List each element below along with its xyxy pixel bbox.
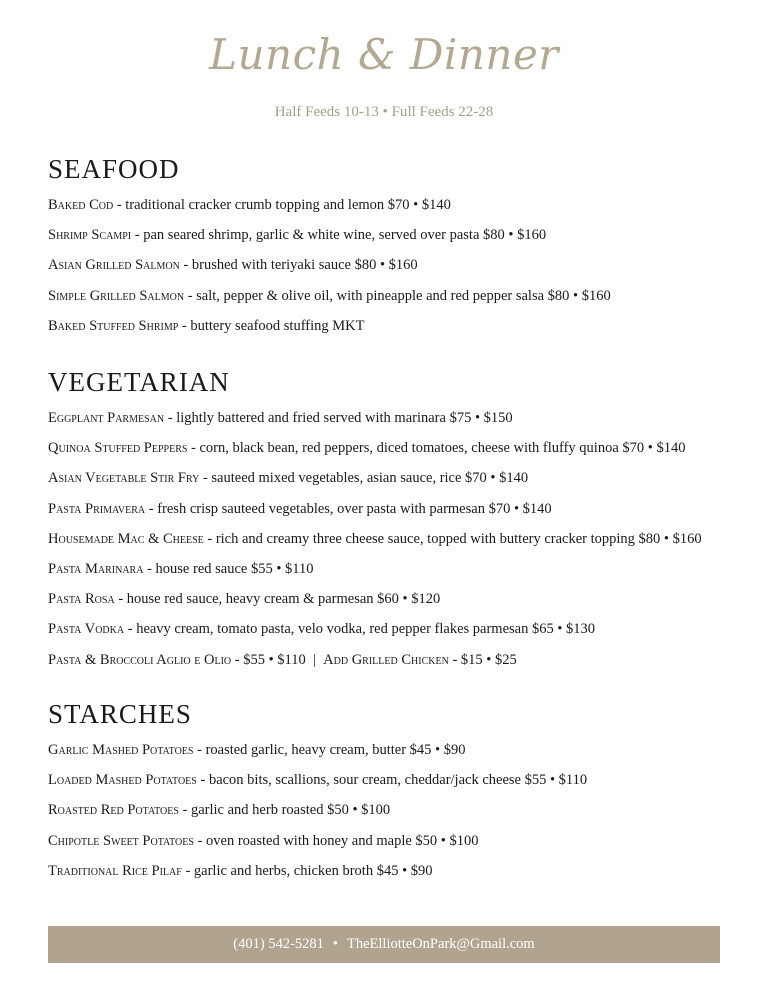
page-subtitle: Half Feeds 10-13 • Full Feeds 22-28 bbox=[274, 104, 494, 120]
menu-item bbox=[48, 190, 738, 220]
item-name: Eggplant Parmesan bbox=[48, 410, 165, 426]
item-name: Simple Grilled Salmon bbox=[48, 287, 185, 304]
menu-item bbox=[48, 584, 738, 614]
item-desc: - sauteed mixed vegetables, asian sauce, rice $70 • $140 bbox=[199, 470, 529, 487]
menu-item bbox=[48, 554, 738, 584]
item-desc: - lightly battered and fried served with marinara $75 • $150 bbox=[164, 410, 513, 426]
menu-item bbox=[48, 765, 738, 795]
section-heading: SEAFOOD bbox=[48, 154, 180, 184]
item-desc: - fresh crisp sauteed vegetables, over pasta with parmesan $70 • $140 bbox=[145, 500, 552, 517]
item-name: Pasta & Broccoli Aglio e Olio bbox=[48, 651, 232, 668]
page-title: Lunch & Dinner bbox=[209, 30, 559, 79]
item-desc: - bacon bits, scallions, sour cream, cheddar/jack cheese $55 • $110 bbox=[196, 772, 588, 789]
email-address[interactable]: TheElliotteOnPark@Gmail.com bbox=[346, 936, 535, 952]
section-starches bbox=[48, 697, 738, 886]
menu-item bbox=[48, 250, 738, 280]
item-name: Garlic Mashed Potatoes bbox=[48, 742, 194, 758]
menu-item bbox=[48, 220, 738, 250]
item-desc: - buttery seafood stuffing MKT bbox=[178, 317, 365, 334]
item-desc: - $55 • $110 | bbox=[231, 651, 324, 668]
item-name: Pasta Rosa bbox=[48, 591, 115, 608]
item-name: Shrimp Scampi bbox=[48, 227, 132, 244]
item-desc: - roasted garlic, heavy cream, butter $45 • $90 bbox=[193, 742, 466, 758]
section-vegetarian bbox=[48, 365, 738, 675]
section-heading: STARCHES bbox=[48, 699, 192, 729]
menu-item bbox=[48, 645, 738, 675]
item-desc: - heavy cream, tomato pasta, velo vodka, red pepper flakes parmesan $65 • $130 bbox=[124, 621, 596, 638]
item-desc: - pan seared shrimp, garlic & white wine, served over pasta $80 • $160 bbox=[131, 227, 547, 244]
menu-item bbox=[48, 795, 738, 825]
menu-item bbox=[48, 735, 738, 765]
menu-item bbox=[48, 403, 738, 433]
footer-separator: • bbox=[332, 936, 338, 952]
item-desc: - brushed with teriyaki sauce $80 • $160 bbox=[179, 257, 418, 274]
item-desc: - traditional cracker crumb topping and lemon $70 • $140 bbox=[113, 197, 451, 213]
item-name: Roasted Red Potatoes bbox=[48, 802, 179, 819]
menu-item bbox=[48, 856, 738, 886]
item-name: Loaded Mashed Potatoes bbox=[48, 772, 197, 789]
menu-item bbox=[48, 281, 738, 311]
item-desc: - house red sauce $55 • $110 bbox=[143, 560, 314, 577]
item-desc: - garlic and herbs, chicken broth $45 • $90 bbox=[181, 862, 433, 879]
item-desc: - house red sauce, heavy cream & parmesan $60 • $120 bbox=[114, 591, 441, 608]
phone-number[interactable]: (401) 542-5281 bbox=[233, 936, 324, 952]
item-desc: - garlic and herb roasted $50 • $100 bbox=[178, 802, 391, 819]
menu-item bbox=[48, 433, 738, 463]
menu-item bbox=[48, 463, 738, 493]
item-name: Asian Vegetable Stir Fry bbox=[48, 470, 200, 487]
menu-item bbox=[48, 311, 738, 341]
section-seafood bbox=[48, 152, 738, 341]
item-name: Pasta Marinara bbox=[48, 560, 144, 577]
item-name: Pasta Vodka bbox=[48, 621, 125, 638]
item-name: Traditional Rice Pilaf bbox=[48, 862, 182, 879]
contact-footer bbox=[48, 926, 720, 963]
item-name: Chipotle Sweet Potatoes bbox=[48, 832, 194, 849]
item-name: Baked Stuffed Shrimp bbox=[48, 317, 179, 334]
item-name: Quinoa Stuffed Peppers bbox=[48, 440, 188, 457]
menu-item bbox=[48, 826, 738, 856]
item-desc: - corn, black bean, red peppers, diced tomatoes, cheese with fluffy quinoa $70 • $140 bbox=[187, 440, 686, 457]
menu-item bbox=[48, 494, 738, 524]
item-desc: - salt, pepper & olive oil, with pineapple and red pepper salsa $80 • $160 bbox=[184, 287, 611, 304]
item-name: Asian Grilled Salmon bbox=[48, 257, 180, 274]
item-desc: - oven roasted with honey and maple $50 • $100 bbox=[193, 832, 479, 849]
menu-item bbox=[48, 614, 738, 644]
menu-item bbox=[48, 524, 738, 554]
section-heading: VEGETARIAN bbox=[48, 367, 230, 397]
item-desc: - rich and creamy three cheese sauce, topped with buttery cracker topping $80 • $160 bbox=[203, 530, 702, 547]
item-name: Pasta Primavera bbox=[48, 500, 146, 517]
item-addon-name: Add Grilled Chicken bbox=[323, 651, 449, 668]
item-name: Baked Cod bbox=[48, 197, 114, 213]
item-name: Housemade Mac & Cheese bbox=[48, 530, 204, 547]
item-addon-desc: - $15 • $25 bbox=[448, 651, 517, 668]
